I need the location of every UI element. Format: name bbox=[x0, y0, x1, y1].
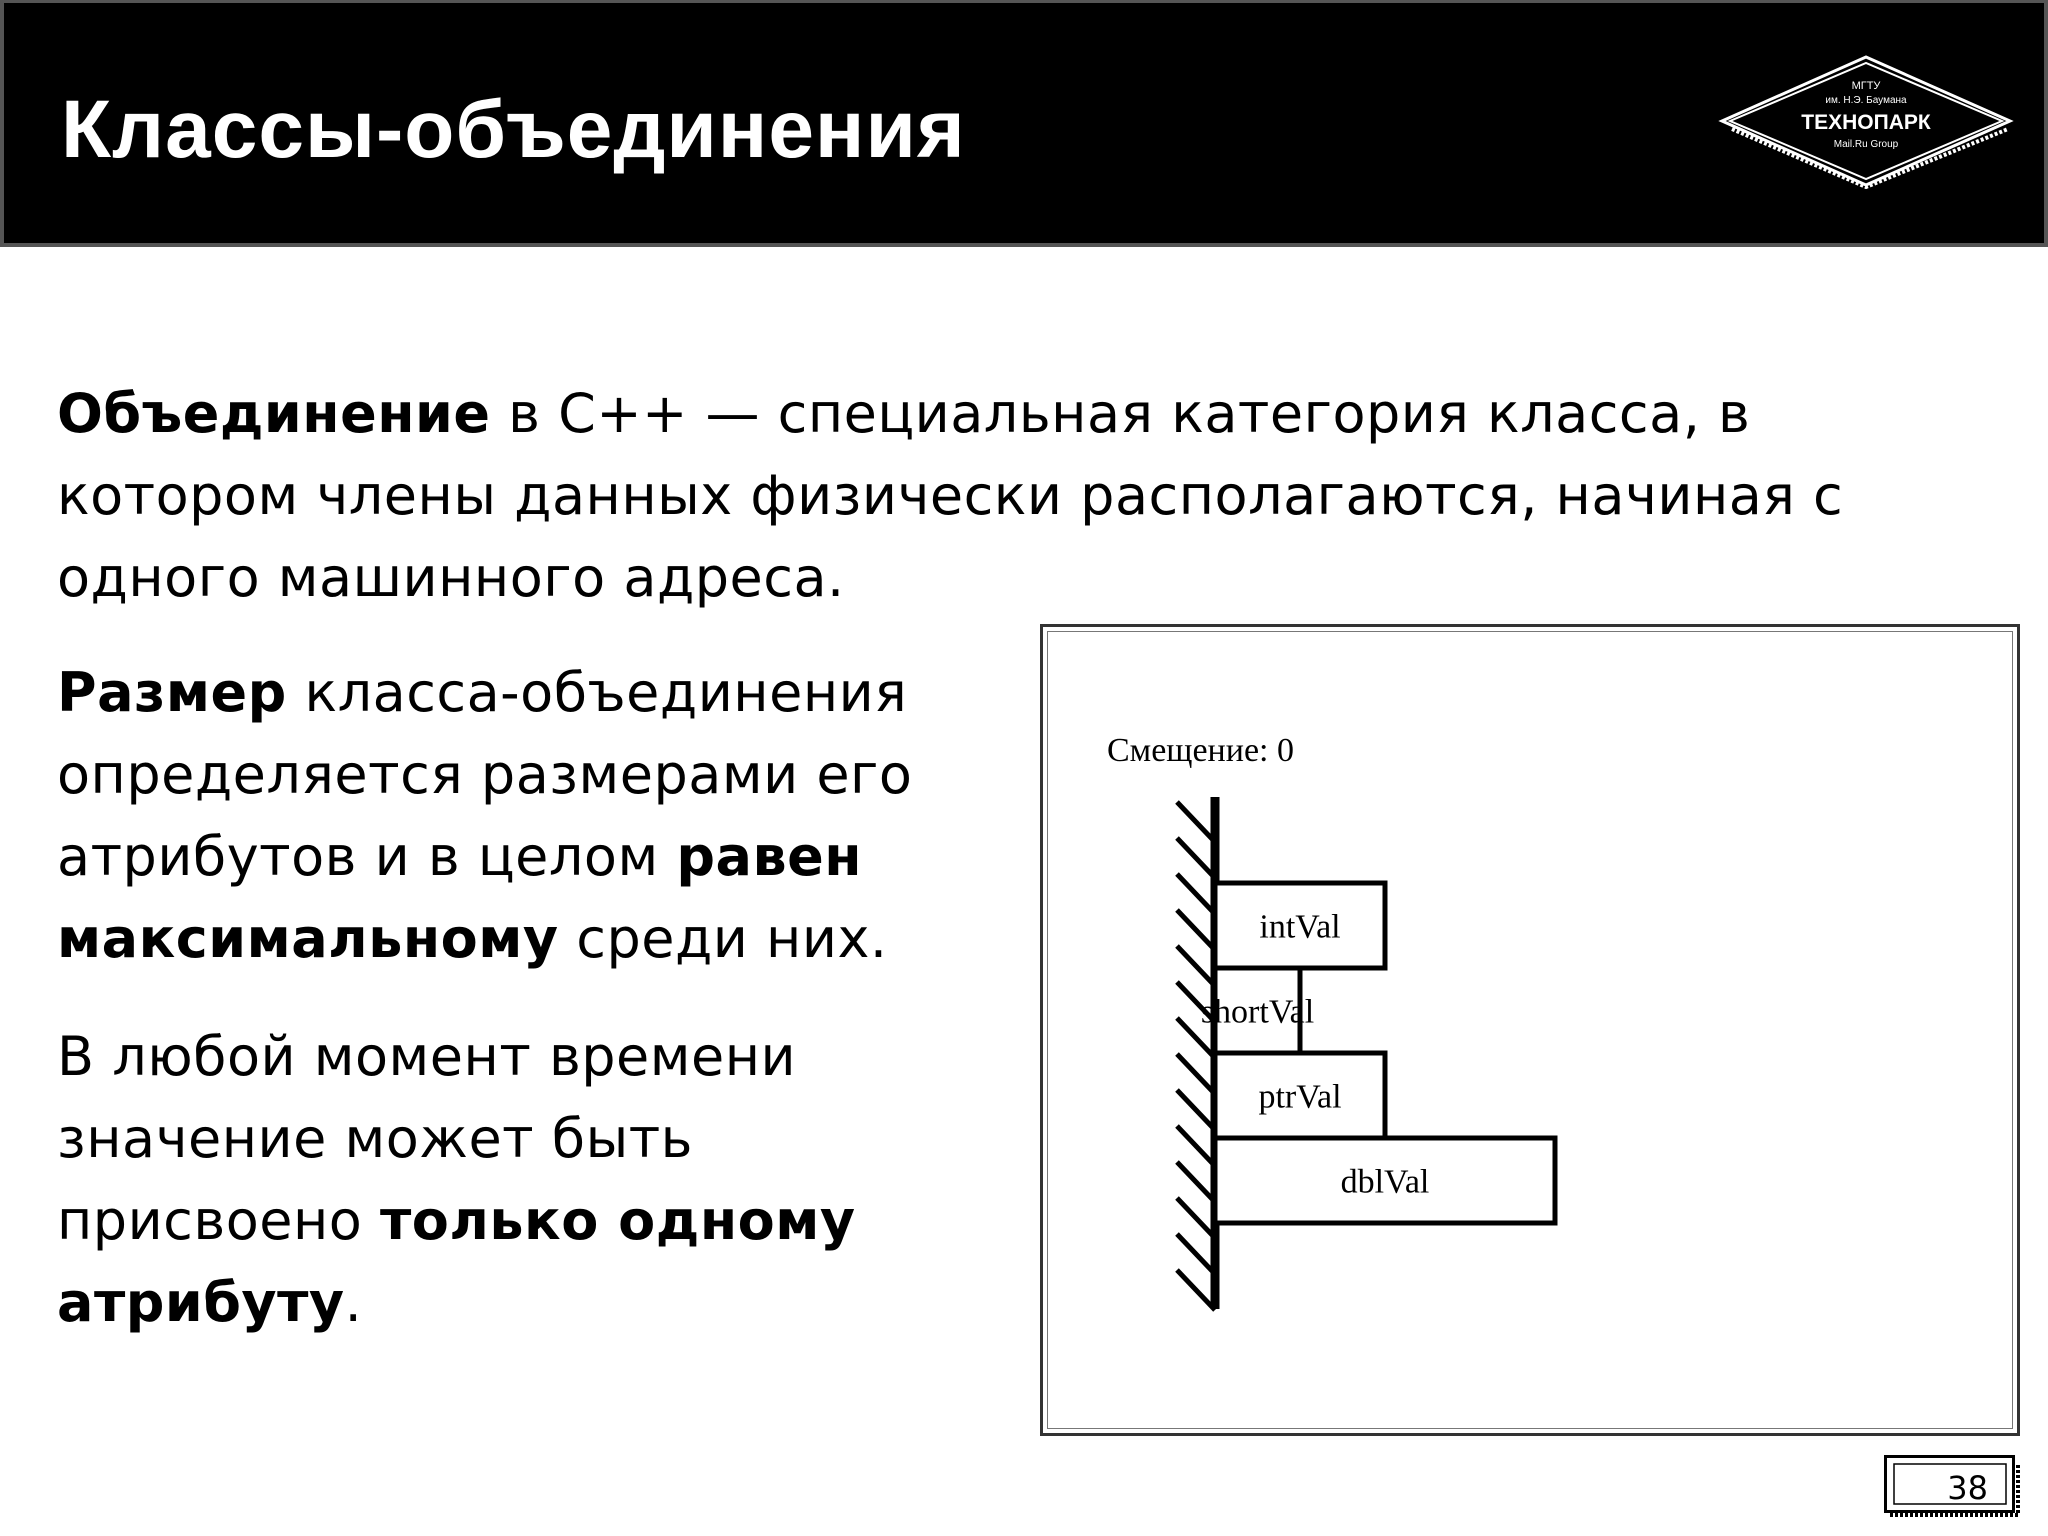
slide-header bbox=[0, 0, 2048, 247]
size-text-2: среди них. bbox=[558, 907, 888, 970]
logo-brand: ТЕХНОПАРК bbox=[1801, 111, 1931, 134]
field-label-shortVal: shortVal bbox=[1200, 993, 1315, 1031]
term-max: равен максимальному bbox=[57, 825, 863, 970]
hatch-line bbox=[1177, 910, 1215, 950]
definition-text: в C++ — специальная категория класса, в котором члены данных физически располагаются, начиная с одного машинного адреса. bbox=[57, 382, 1844, 609]
paragraph-assignment bbox=[57, 1016, 987, 1344]
union-memory-diagram bbox=[1040, 624, 2020, 1436]
term-union: Объединение bbox=[57, 382, 491, 445]
field-label-dblVal: dblVal bbox=[1340, 1163, 1430, 1201]
page-number-box bbox=[1884, 1455, 2024, 1521]
field-label-intVal: intVal bbox=[1259, 908, 1341, 946]
field-label-ptrVal: ptrVal bbox=[1258, 1078, 1342, 1116]
hatch-line bbox=[1177, 1162, 1215, 1202]
hatch-line bbox=[1177, 1234, 1215, 1274]
offset-label: Смещение: 0 bbox=[1107, 732, 1294, 769]
diagram-svg bbox=[1043, 627, 2017, 1433]
logo-line2: им. Н.Э. Баумана bbox=[1825, 95, 1907, 106]
logo-sub: Mail.Ru Group bbox=[1833, 139, 1899, 150]
hatch-line bbox=[1177, 1054, 1215, 1094]
term-size: Размер bbox=[57, 661, 287, 724]
page-number: 38 bbox=[1947, 1469, 1988, 1507]
logo-line1: МГТУ bbox=[1851, 80, 1881, 92]
term-one-attribute: только одному атрибуту bbox=[57, 1189, 856, 1334]
assignment-text-2: . bbox=[344, 1271, 363, 1334]
paragraph-definition bbox=[57, 373, 1957, 619]
hatch-line bbox=[1177, 874, 1215, 914]
hatch-line bbox=[1177, 838, 1215, 878]
technopark-logo bbox=[1712, 49, 2020, 189]
wall-hatch-icon bbox=[1177, 802, 1215, 1310]
slide-title: Классы-объединения bbox=[61, 84, 966, 175]
hatch-line bbox=[1177, 946, 1215, 986]
hatch-line bbox=[1177, 1126, 1215, 1166]
hatch-line bbox=[1177, 802, 1215, 842]
size-text-1: класса-объединения определяется размерами его атрибутов и в целом bbox=[57, 661, 913, 888]
assignment-text-1: В любой момент времени значение может быть присвоено bbox=[57, 1025, 797, 1252]
hatch-line bbox=[1177, 1090, 1215, 1130]
paragraph-size bbox=[57, 652, 987, 980]
hatch-line bbox=[1177, 1198, 1215, 1238]
hatch-line bbox=[1177, 1270, 1215, 1310]
